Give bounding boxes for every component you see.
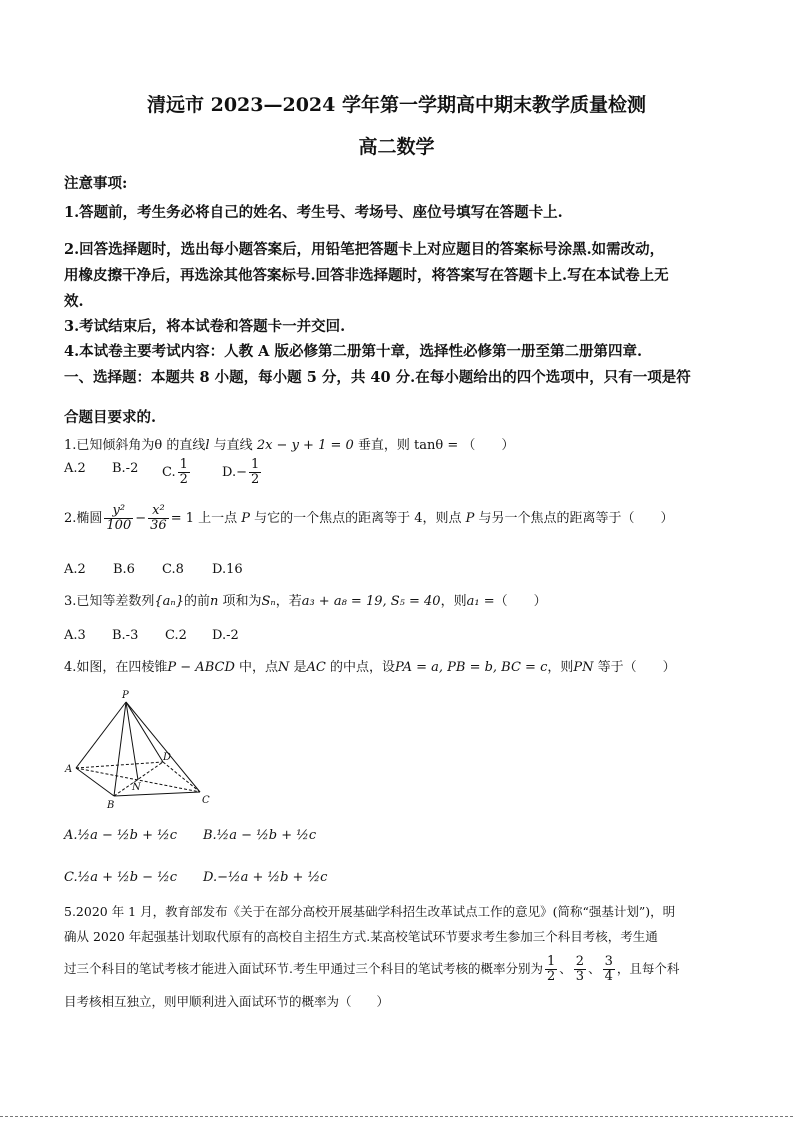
q3-mid-2: 项和为 bbox=[218, 594, 262, 609]
fig-label-b: B bbox=[107, 800, 115, 811]
q4-ac: AC bbox=[306, 660, 326, 675]
q5-p3-num: 3 bbox=[604, 954, 613, 969]
q2-pre: 2.椭圆 bbox=[64, 511, 103, 526]
question-2 bbox=[64, 504, 674, 533]
q1-option-c-label: C. bbox=[162, 465, 176, 480]
note-item-4: 4.本试卷主要考试内容：人教 A 版必修第二册第十章，选择性必修第一册至第二册第四章. bbox=[64, 343, 643, 360]
q4-pyramid: P − ABCD bbox=[167, 660, 235, 675]
q1-option-a: A.2 bbox=[64, 461, 86, 476]
q1-option-c bbox=[162, 458, 192, 487]
q5-line-3 bbox=[64, 955, 679, 984]
q4-pn: PN bbox=[573, 660, 594, 675]
q1-option-d-label: D.− bbox=[222, 465, 247, 480]
q5-sep-1: 、 bbox=[559, 961, 572, 976]
page-bottom-rule bbox=[0, 1116, 793, 1117]
q5-prob-2 bbox=[574, 955, 586, 984]
q1-option-d-den: 2 bbox=[250, 472, 260, 487]
q2-option-c: C.8 bbox=[162, 562, 184, 577]
q4-option-c: C.½a + ½b − ½c bbox=[64, 870, 178, 885]
section-heading-line-2: 合题目要求的. bbox=[64, 409, 157, 426]
q1-option-c-den: 2 bbox=[179, 472, 188, 487]
q2-option-d: D.16 bbox=[212, 562, 243, 577]
note-item-2-line-2: 用橡皮擦干净后，再选涂其他答案标号.回答非选择题时，将答案写在答题卡上.写在本试卷上无 bbox=[64, 267, 669, 284]
q2-fraction-2 bbox=[148, 504, 169, 533]
q5-p2-den: 3 bbox=[575, 969, 585, 984]
q1-mid: 与直线 bbox=[209, 438, 257, 453]
q1-option-b: B.-2 bbox=[112, 461, 139, 476]
q5-prob-3 bbox=[603, 955, 615, 984]
note-item-2-line-1: 2.回答选择题时，选出每小题答案后，用铅笔把答题卡上对应题目的答案标号涂黑.如需改动， bbox=[64, 241, 665, 258]
q5-line-3-post: ，且每个科 bbox=[616, 961, 680, 976]
q1-line-var: l bbox=[205, 438, 210, 453]
q5-p1-num: 1 bbox=[546, 954, 556, 969]
q5-prob-1 bbox=[545, 955, 557, 984]
notes-heading: 注意事项: bbox=[64, 175, 128, 192]
q2-mid: 与它的一个焦点的距离等于 4，则点 bbox=[250, 511, 466, 526]
q3-mid-3: ，若 bbox=[275, 594, 302, 609]
q4-vectors: PA = a, PB = b, BC = c bbox=[395, 660, 548, 675]
section-heading-line-1: 一、选择题：本题共 8 小题，每小题 5 分，共 40 分.在每小题给出的四个选项中，只有一项是符 bbox=[64, 369, 691, 386]
q4-n: N bbox=[278, 660, 290, 675]
q3-option-c: C.2 bbox=[165, 628, 187, 643]
q3-n: n bbox=[209, 594, 219, 609]
fig-label-c: C bbox=[202, 795, 210, 806]
q5-p2-num: 2 bbox=[575, 954, 585, 969]
fig-label-n: N bbox=[132, 782, 141, 793]
q4-pre: 4.如图，在四棱锥 bbox=[64, 660, 168, 675]
q2-f1-num: y² bbox=[104, 504, 133, 519]
q3-sequence: {aₙ} bbox=[154, 594, 184, 609]
q3-condition: a₃ + a₈ = 19, S₅ = 40 bbox=[301, 594, 441, 609]
q4-post: 等于（ ） bbox=[593, 660, 676, 675]
q4-mid-2: 是 bbox=[289, 660, 307, 675]
q3-post: （ ） bbox=[494, 594, 547, 609]
q1-option-c-fraction bbox=[178, 458, 190, 487]
q5-line-4: 目考核相互独立，则甲顺利进入面试环节的概率为（ ） bbox=[64, 994, 390, 1009]
q1-pre: 1.已知倾斜角为θ 的直线 bbox=[64, 438, 206, 453]
q2-f1-den: 100 bbox=[106, 518, 132, 533]
q1-post: 垂直，则 tanθ = （ ） bbox=[353, 438, 515, 453]
note-item-1: 1.答题前，考生务必将自己的姓名、考生号、考场号、座位号填写在答题卡上. bbox=[64, 204, 563, 221]
q3-option-d: D.-2 bbox=[212, 628, 239, 643]
q2-f2-num: x² bbox=[148, 504, 169, 519]
q4-option-d: D.−½a + ½b + ½c bbox=[203, 870, 328, 885]
q4-option-a: A.½a − ½b + ½c bbox=[64, 828, 177, 843]
q4-mid-3: 的中点，设 bbox=[325, 660, 396, 675]
q5-p3-den: 4 bbox=[604, 969, 613, 984]
note-item-2-line-3: 效. bbox=[64, 293, 84, 310]
question-1 bbox=[64, 434, 514, 453]
q3-sn: Sₙ bbox=[261, 594, 276, 609]
q2-point-p-2: P bbox=[465, 511, 475, 526]
q5-line-3-pre: 过三个科目的笔试考核才能进入面试环节.考生甲通过三个科目的笔试考核的概率分别为 bbox=[64, 961, 543, 976]
q4-option-b: B.½a − ½b + ½c bbox=[203, 828, 317, 843]
q5-p1-den: 2 bbox=[546, 969, 556, 984]
fig-label-p: P bbox=[122, 690, 129, 701]
q2-eq: = 1 上一点 bbox=[170, 511, 242, 526]
q1-option-c-num: 1 bbox=[179, 457, 188, 472]
q3-option-b: B.-3 bbox=[112, 628, 139, 643]
q1-option-d bbox=[222, 458, 263, 487]
q2-fraction-1 bbox=[104, 504, 133, 533]
q4-mid-1: 中，点 bbox=[234, 660, 279, 675]
q2-f2-den: 36 bbox=[150, 518, 167, 533]
q3-option-a: A.3 bbox=[64, 628, 86, 643]
q5-line-2: 确从 2020 年起强基计划取代原有的高校自主招生方式.某高校笔试环节要求考生参加三个科目考核，考生通 bbox=[64, 929, 658, 944]
question-3 bbox=[64, 590, 547, 609]
q4-mid-4: ，则 bbox=[547, 660, 574, 675]
fig-label-d: D bbox=[163, 752, 172, 763]
question-4 bbox=[64, 656, 676, 675]
q2-post: 与另一个焦点的距离等于（ ） bbox=[474, 511, 674, 526]
q2-minus: − bbox=[135, 511, 147, 526]
q3-a1: a₁ = bbox=[466, 594, 495, 609]
q5-sep-2: 、 bbox=[588, 961, 601, 976]
page-title: 清远市 2023—2024 学年第一学期高中期末教学质量检测 bbox=[147, 94, 646, 116]
q1-equation: 2x − y + 1 = 0 bbox=[256, 438, 354, 453]
note-item-3: 3.考试结束后，将本试卷和答题卡一并交回. bbox=[64, 318, 346, 335]
page-subtitle: 高二数学 bbox=[358, 136, 435, 158]
q5-line-1: 5.2020 年 1 月，教育部发布《关于在部分高校开展基础学科招生改革试点工作的意见》(简称“强基计划”)，明 bbox=[64, 904, 676, 919]
q2-option-a: A.2 bbox=[64, 562, 86, 577]
q3-pre: 3.已知等差数列 bbox=[64, 594, 155, 609]
q3-mid-4: ，则 bbox=[440, 594, 467, 609]
q1-option-d-num: 1 bbox=[250, 457, 260, 472]
q2-point-p-1: P bbox=[241, 511, 250, 526]
fig-label-a: A bbox=[65, 764, 73, 775]
q3-mid-1: 的前 bbox=[183, 594, 210, 609]
pyramid-figure bbox=[60, 686, 220, 814]
q2-option-b: B.6 bbox=[113, 562, 135, 577]
q1-option-d-fraction bbox=[249, 458, 261, 487]
